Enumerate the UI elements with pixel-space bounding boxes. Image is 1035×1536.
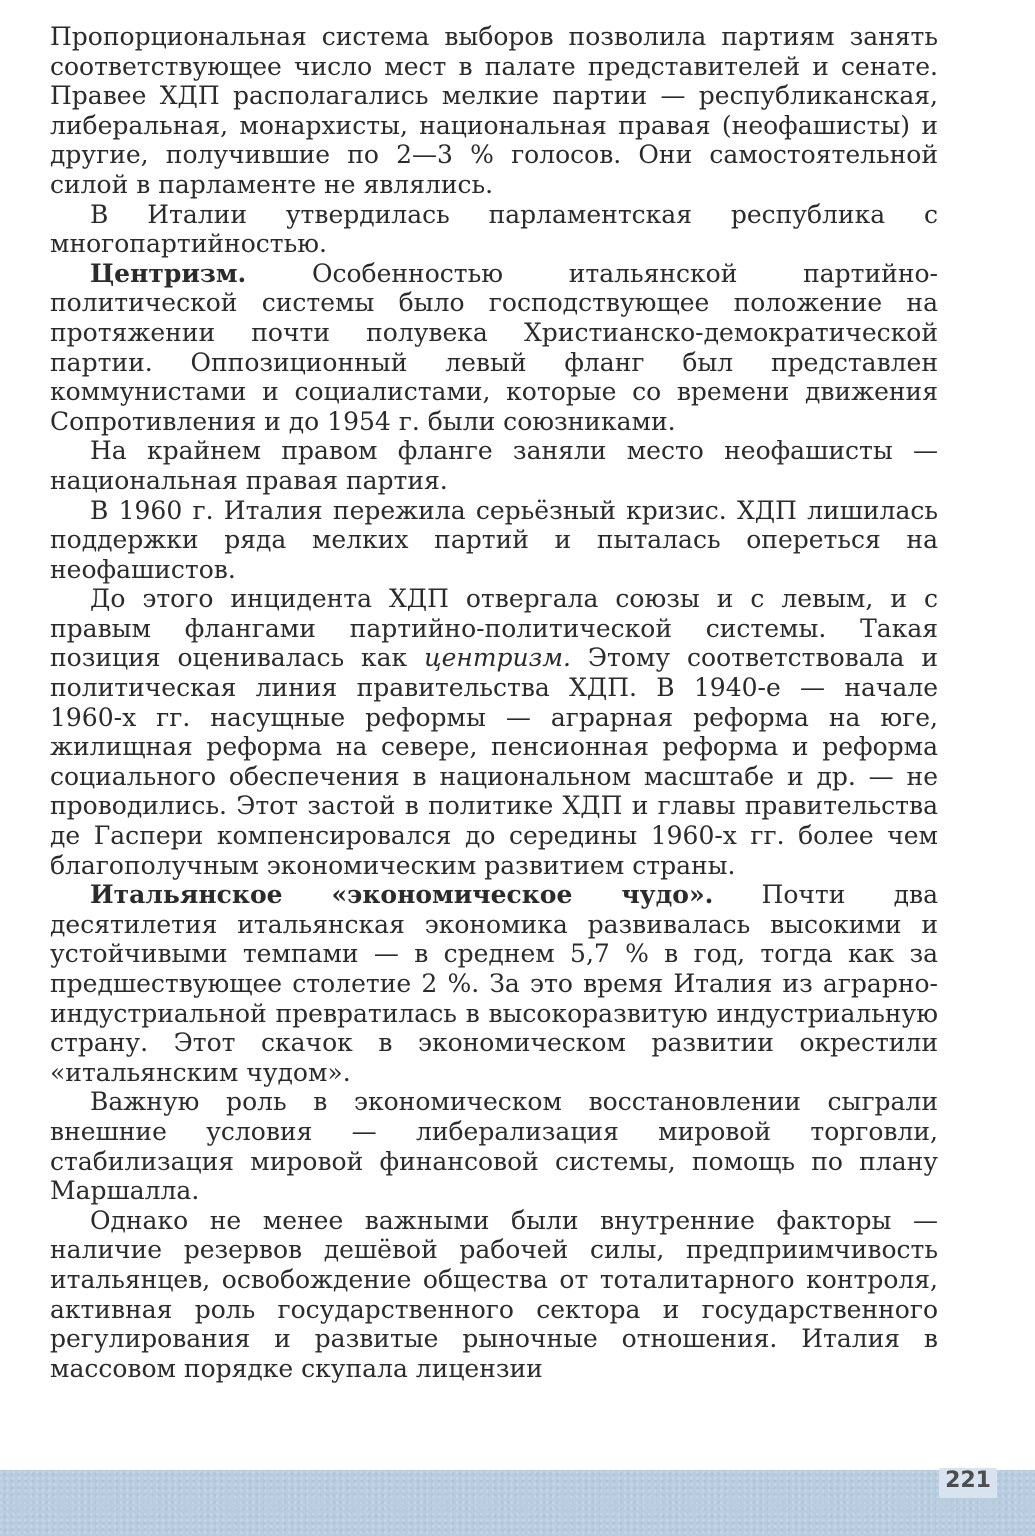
- footer-band: [0, 1470, 1035, 1536]
- paragraph: Пропорциональная система выборов позволила партиям занять соответствующее число мест в палате представителей и сенате. Правее ХДП располагались мелкие партии — республиканская, либеральная, монархисты, национальная правая (неофашисты) и другие, получившие по 2—3 % голосов. Они самостоятельной силой в парламенте не являлись.: [50, 22, 938, 199]
- section-heading-centrism: Центризм.: [90, 258, 247, 288]
- paragraph: До этого инцидента ХДП отвергала союзы и с левым, и с правым флангами партийно-политической системы. Такая позиция оценивалась как центризм. Этому соответствовала и политическая линия правительства ХДП. В 1940-е — начале 1960-х гг. насущные реформы — аграрная реформа на юге, жилищная реформа на севере, пенсионная реформа и реформа социального обеспечения в национальном масштабе и др. — не проводились. Этот застой в политике ХДП и главы правительства де Гаспери компенсировался до середины 1960-х гг. более чем благополучным экономическим развитием страны.: [50, 584, 938, 880]
- paragraph: Важную роль в экономическом восстановлении сыграли внешние условия — либерализация мировой торговли, стабилизация мировой финансовой системы, помощь по плану Маршалла.: [50, 1087, 938, 1206]
- paragraph: На крайнем правом фланге заняли место неофашисты — национальная правая партия.: [50, 436, 938, 495]
- page-number: 221: [945, 1468, 991, 1493]
- italic-term: центризм.: [424, 643, 571, 673]
- paragraph-centrism: Центризм. Особенностью итальянской партийно-политической системы было господствующее положение на протяжении почти полувека Христианско-демократической партии. Оппозиционный левый фланг был представлен коммунистами и социалистами, которые со времени движения Сопротивления и до 1954 г. были союзниками.: [50, 258, 938, 436]
- paragraph: В 1960 г. Италия пережила серьёзный кризис. ХДП лишилась поддержки ряда мелких партий и пыталась опереться на неофашистов.: [50, 495, 938, 584]
- paragraph: В Италии утвердилась парламентская республика с многопартийностью.: [50, 199, 938, 259]
- page-body: [50, 22, 938, 1383]
- paragraph: Однако не менее важными были внутренние факторы — наличие резервов дешёвой рабочей силы, предприимчивость итальянцев, освобождение общества от тоталитарного контроля, активная роль государственного сектора и государственного регулирования и развитые рыночные отношения. Италия в массовом порядке скупала лицензии: [50, 1205, 938, 1383]
- section-heading-economic-miracle: Итальянское «экономическое чудо».: [90, 880, 714, 910]
- paragraph-economic-miracle: Итальянское «экономическое чудо». Почти два десятилетия итальянская экономика развивалась высокими и устойчивыми темпами — в среднем 5,7 % в год, тогда как за предшествующее столетие 2 %. За это время Италия из аграрно-индустриальной превратилась в высокоразвитую индустриальную страну. Этот скачок в экономическом развитии окрестили «итальянским чудом».: [50, 880, 938, 1087]
